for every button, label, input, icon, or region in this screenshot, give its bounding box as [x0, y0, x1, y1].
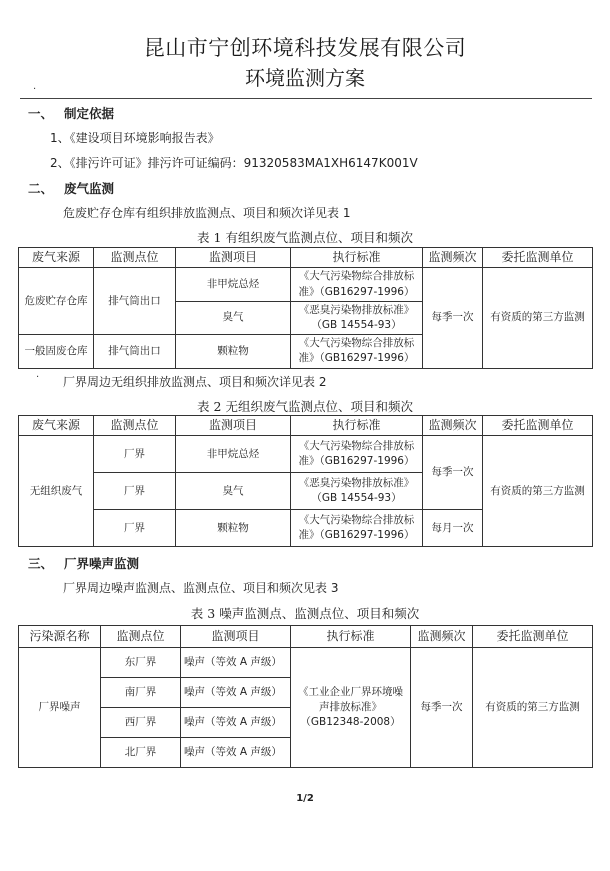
table-cell-source: 厂界噪声	[19, 648, 101, 768]
bullet-dot: ·	[36, 372, 40, 383]
table-1	[18, 247, 593, 369]
section-2-intro-1: 危废贮存仓库有组织排放监测点、项目和频次详见表 1	[63, 206, 351, 220]
document-title: 环境监测方案	[245, 66, 365, 90]
table-cell-standard: 《工业企业厂界环境噪声排放标准》（GB12348-2008）	[291, 648, 411, 768]
table-cell-item: 噪声（等效 A 声级）	[181, 738, 291, 768]
table-cell-point: 西厂界	[101, 708, 181, 738]
table-cell-item: 非甲烷总烃	[176, 436, 291, 473]
bullet-dot: ·	[33, 84, 37, 95]
table-cell-source: 无组织废气	[19, 436, 94, 547]
table-cell-item: 噪声（等效 A 声级）	[181, 678, 291, 708]
table-2-header: 委托监测单位	[483, 416, 593, 436]
table-2	[18, 415, 593, 547]
table-cell-frequency: 每月一次	[423, 510, 483, 547]
table-2-header: 废气来源	[19, 416, 94, 436]
table-cell-point: 东厂界	[101, 648, 181, 678]
table-3-caption: 表 3 噪声监测点、监测点位、项目和频次	[190, 606, 420, 621]
table-cell-standard: 《大气污染物综合排放标准》（GB16297-1996）	[291, 436, 423, 473]
table-cell-source: 危废贮存仓库	[19, 268, 94, 335]
table-3-header: 监测频次	[411, 626, 473, 648]
table-1-header: 监测频次	[423, 248, 483, 268]
table-1-caption: 表 1 有组织废气监测点位、项目和频次	[197, 230, 413, 245]
table-3-header: 监测项目	[181, 626, 291, 648]
table-1-header: 废气来源	[19, 248, 94, 268]
basis-item-2: 2、《排污许可证》排污许可证编码：91320583MA1XH6147K001V	[50, 156, 418, 170]
table-3-header: 监测点位	[101, 626, 181, 648]
table-cell-item: 臭气	[176, 301, 291, 334]
table-cell-item: 颗粒物	[176, 510, 291, 547]
section-3-heading: 厂界噪声监测	[64, 556, 140, 571]
page-number: 1/2	[296, 793, 314, 804]
table-3-header: 执行标准	[291, 626, 411, 648]
section-1-number: 一、	[28, 106, 54, 121]
table-cell-item: 臭气	[176, 473, 291, 510]
table-cell-item: 噪声（等效 A 声级）	[181, 648, 291, 678]
table-cell-unit: 有资质的第三方监测	[483, 268, 593, 368]
table-3	[18, 625, 593, 768]
table-2-header: 监测频次	[423, 416, 483, 436]
company-name: 昆山市宁创环境科技发展有限公司	[143, 36, 467, 60]
table-cell-standard: 《恶臭污染物排放标准》（GB 14554-93）	[291, 301, 423, 334]
table-cell-standard: 《大气污染物综合排放标准》（GB16297-1996）	[291, 268, 423, 301]
table-cell-standard: 《恶臭污染物排放标准》（GB 14554-93）	[291, 473, 423, 510]
table-2-header: 监测点位	[94, 416, 176, 436]
section-2-heading: 废气监测	[64, 181, 115, 196]
table-cell-standard: 《大气污染物综合排放标准》（GB16297-1996）	[291, 510, 423, 547]
table-2-caption: 表 2 无组织废气监测点位、项目和频次	[197, 399, 413, 414]
section-1-heading: 制定依据	[64, 106, 115, 121]
table-2-header: 执行标准	[291, 416, 423, 436]
table-1-header: 监测项目	[176, 248, 291, 268]
table-cell-source: 一般固废仓库	[19, 335, 94, 368]
table-cell-point: 厂界	[94, 436, 176, 473]
table-cell-item: 颗粒物	[176, 335, 291, 368]
table-3-header: 污染源名称	[19, 626, 101, 648]
table-cell-point: 厂界	[94, 473, 176, 510]
table-cell-point: 南厂界	[101, 678, 181, 708]
table-1-header: 执行标准	[291, 248, 423, 268]
basis-item-1: 1、《建设项目环境影响报告表》	[50, 131, 220, 145]
table-cell-point: 排气筒出口	[94, 268, 176, 335]
table-cell-item: 噪声（等效 A 声级）	[181, 708, 291, 738]
section-2-number: 二、	[28, 181, 54, 196]
section-3-number: 三、	[28, 556, 54, 571]
section-2-intro-2: 厂界周边无组织排放监测点、项目和频次详见表 2	[63, 375, 327, 389]
table-cell-unit: 有资质的第三方监测	[473, 648, 593, 768]
table-cell-frequency: 每季一次	[423, 268, 483, 368]
table-cell-unit: 有资质的第三方监测	[483, 436, 593, 547]
table-1-header: 监测点位	[94, 248, 176, 268]
table-1-header: 委托监测单位	[483, 248, 593, 268]
table-cell-point: 厂界	[94, 510, 176, 547]
table-cell-standard: 《大气污染物综合排放标准》（GB16297-1996）	[291, 335, 423, 368]
section-3-intro: 厂界周边噪声监测点、监测点位、项目和频次见表 3	[63, 581, 339, 595]
header-divider	[20, 98, 592, 99]
table-cell-frequency: 每季一次	[411, 648, 473, 768]
table-cell-point: 北厂界	[101, 738, 181, 768]
table-cell-item: 非甲烷总烃	[176, 268, 291, 301]
table-2-header: 监测项目	[176, 416, 291, 436]
table-3-header: 委托监测单位	[473, 626, 593, 648]
table-cell-point: 排气筒出口	[94, 335, 176, 368]
table-cell-frequency: 每季一次	[423, 436, 483, 510]
